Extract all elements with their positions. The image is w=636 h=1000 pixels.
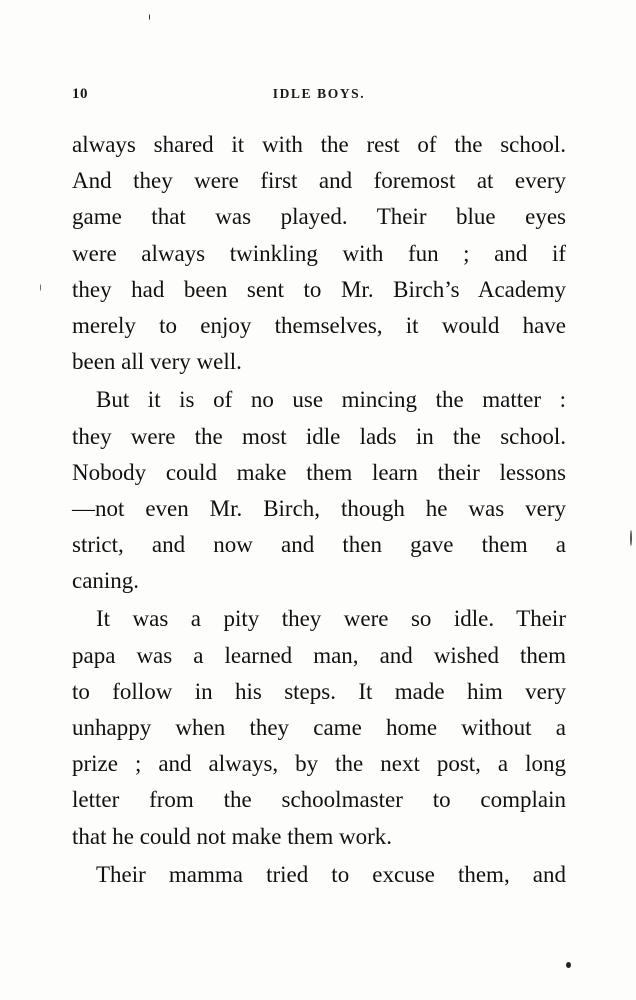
text-line: merely to enjoy themselves, it would have [72, 312, 566, 338]
text-line: papa was a learned man, and wished them [72, 642, 566, 668]
scan-speck [40, 284, 41, 291]
text-line: they were the most idle lads in the school. [72, 423, 566, 449]
text-line: been all very well. [72, 349, 242, 375]
text-line: that he could not make them work. [72, 823, 393, 849]
text-line: game that was played. Their blue eyes [72, 204, 566, 230]
text-line: unhappy when they came home without a [72, 715, 566, 740]
text-line: always shared it with the rest of the school. [72, 132, 566, 157]
text-line: prize ; and always, by the next post, a long [72, 751, 566, 777]
text-line: to follow in his steps. It made him very [72, 678, 566, 704]
scan-speck [630, 530, 632, 546]
text-line: And they were first and foremost at every [72, 168, 566, 194]
scan-speck [149, 14, 150, 20]
page-number: 10 [72, 86, 88, 102]
scan-speck [566, 962, 571, 968]
text-line: they had been sent to Mr. Birch’s Academy [72, 276, 566, 302]
body-text [72, 127, 566, 893]
paragraph [72, 857, 566, 893]
page-header [72, 86, 566, 108]
text-line: But it is of no use mincing the matter : [96, 387, 566, 413]
paragraph [72, 382, 566, 599]
text-line: were always twinkling with fun ; and if [72, 240, 566, 266]
text-line: letter from the schoolmaster to complain [72, 787, 566, 813]
text-line: —not even Mr. Birch, though he was very [72, 495, 566, 521]
paragraph [72, 601, 566, 854]
running-head: IDLE BOYS. [272, 86, 366, 101]
paragraph [72, 127, 566, 380]
text-line: strict, and now and then gave them a [72, 532, 566, 558]
text-line: Nobody could make them learn their lessons [72, 459, 566, 485]
text-line: It was a pity they were so idle. Their [96, 606, 566, 632]
text-line: caning. [72, 568, 140, 594]
text-line: Their mamma tried to excuse them, and [96, 861, 566, 887]
